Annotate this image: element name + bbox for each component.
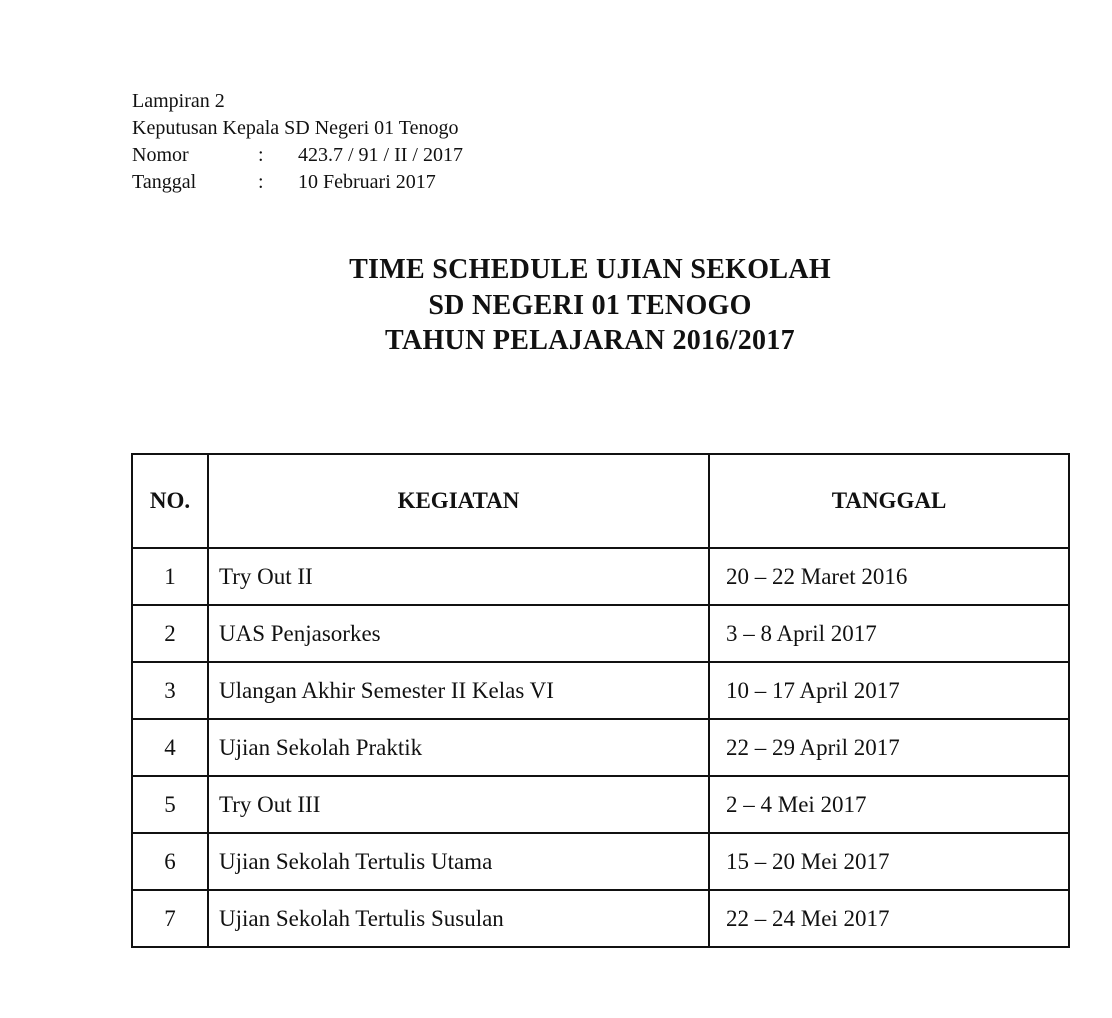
row-kegiatan: Ulangan Akhir Semester II Kelas VI <box>208 662 709 719</box>
table-row <box>132 833 1069 890</box>
tanggal-row <box>132 169 463 196</box>
row-no: 6 <box>132 833 208 890</box>
table-row <box>132 776 1069 833</box>
row-tanggal: 20 – 22 Maret 2016 <box>709 548 1069 605</box>
row-kegiatan: Try Out III <box>208 776 709 833</box>
table-row <box>132 662 1069 719</box>
row-tanggal: 15 – 20 Mei 2017 <box>709 833 1069 890</box>
row-no: 5 <box>132 776 208 833</box>
row-no: 1 <box>132 548 208 605</box>
table-row <box>132 605 1069 662</box>
table-row <box>132 890 1069 947</box>
row-kegiatan: Try Out II <box>208 548 709 605</box>
keputusan-label: Keputusan Kepala SD Negeri 01 Tenogo <box>132 117 459 139</box>
row-kegiatan: UAS Penjasorkes <box>208 605 709 662</box>
document-header <box>132 88 463 196</box>
nomor-colon: : <box>258 144 264 166</box>
schedule-table <box>131 453 1070 948</box>
title-line-2: SD NEGERI 01 TENOGO <box>428 289 752 321</box>
nomor-label: Nomor <box>132 144 189 166</box>
nomor-value: 423.7 / 91 / II / 2017 <box>298 144 463 166</box>
tanggal-colon: : <box>258 171 264 193</box>
row-tanggal: 22 – 29 April 2017 <box>709 719 1069 776</box>
row-kegiatan: Ujian Sekolah Tertulis Utama <box>208 833 709 890</box>
table-header-row <box>132 454 1069 548</box>
nomor-row <box>132 142 463 169</box>
lampiran-label: Lampiran 2 <box>132 90 225 112</box>
row-tanggal: 3 – 8 April 2017 <box>709 605 1069 662</box>
row-tanggal: 10 – 17 April 2017 <box>709 662 1069 719</box>
row-kegiatan: Ujian Sekolah Tertulis Susulan <box>208 890 709 947</box>
header-tanggal: TANGGAL <box>709 454 1069 548</box>
row-no: 3 <box>132 662 208 719</box>
row-kegiatan: Ujian Sekolah Praktik <box>208 719 709 776</box>
header-no: NO. <box>132 454 208 548</box>
tanggal-value: 10 Februari 2017 <box>298 171 436 193</box>
table-row <box>132 548 1069 605</box>
document-title <box>0 252 1112 359</box>
title-line-1: TIME SCHEDULE UJIAN SEKOLAH <box>349 254 831 285</box>
row-no: 4 <box>132 719 208 776</box>
header-kegiatan: KEGIATAN <box>208 454 709 548</box>
row-no: 2 <box>132 605 208 662</box>
row-tanggal: 2 – 4 Mei 2017 <box>709 776 1069 833</box>
row-tanggal: 22 – 24 Mei 2017 <box>709 890 1069 947</box>
row-no: 7 <box>132 890 208 947</box>
title-line-3: TAHUN PELAJARAN 2016/2017 <box>385 325 795 356</box>
tanggal-label: Tanggal <box>132 171 197 193</box>
table-row <box>132 719 1069 776</box>
